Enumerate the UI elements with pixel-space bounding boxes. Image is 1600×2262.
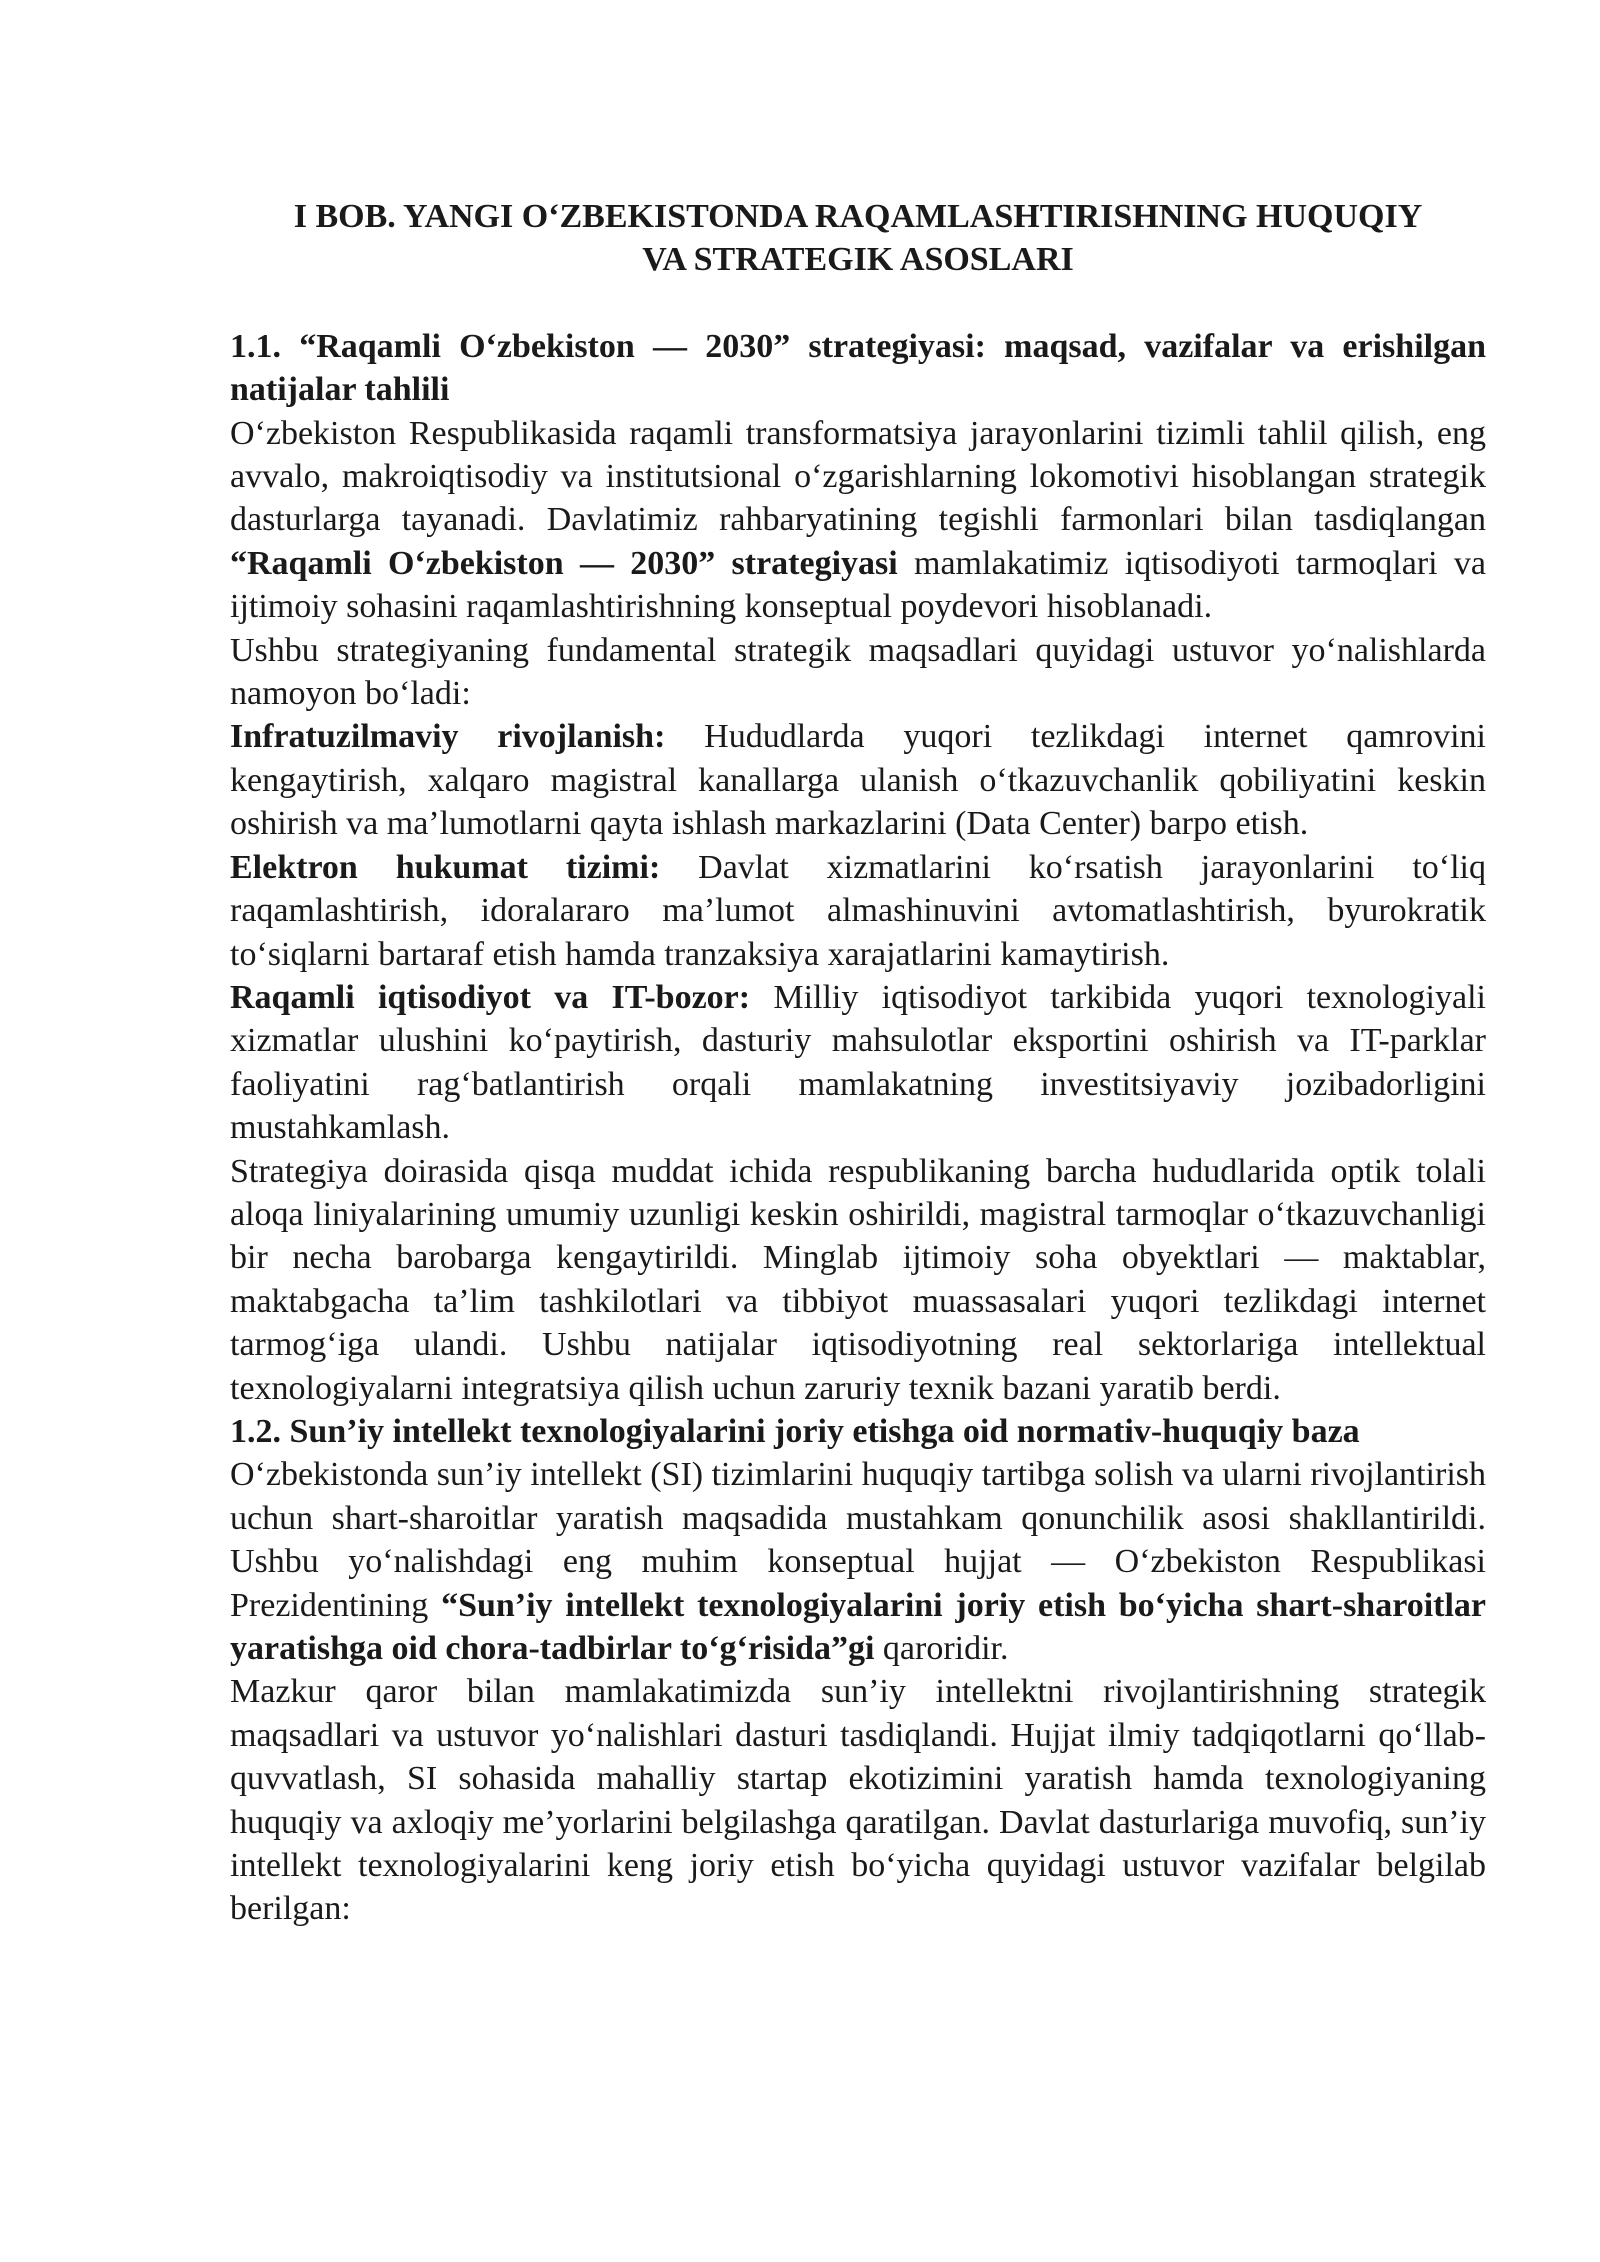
priority-item-text: Hududlarda yuqori tezlikdagi internet qamrovini kengaytirish, xalqaro magistral kanallarga ulanish o‘tkazuvchanlik qobiliyatini keskin oshirish va ma’lumotlarni qayta ishlash markazlarini (Data Center) barpo etish. — [230, 718, 1486, 843]
section-1-paragraph-2: Ushbu strategiyaning fundamental strategik maqsadlari quyidagi ustuvor yo‘nalishlarda namoyon bo‘ladi: — [230, 631, 1486, 713]
section-2-paragraph-1-text-b: qaroridir. — [874, 1630, 1009, 1667]
chapter-title-line-2: VA STRATEGIK ASOSLARI — [642, 241, 1074, 279]
priority-item-label: Infratuzilmaviy rivojlanish: — [230, 718, 666, 756]
section-2-paragraph-1 — [230, 1453, 1486, 1670]
priority-item-text: Davlat xizmatlarini ko‘rsatish jarayonlarini to‘liq raqamlashtirish, idoralararo ma’lumot almashinuvini avtomatlashtirish, byurokratik to‘siqlarni bartaraf etish hamda tranzaksiya xarajatlarini kamaytirish. — [230, 848, 1486, 973]
priority-item-digital-economy — [230, 976, 1486, 1150]
priority-item-infrastructure — [230, 715, 1486, 845]
section-1-heading: 1.1. “Raqamli O‘zbekiston — 2030” strategiyasi: maqsad, vazifalar va erishilgan natijalar tahlili — [230, 327, 1486, 409]
section-2-paragraph-1-text-a: O‘zbekistonda sun’iy intellekt (SI) tizimlarini huquqiy tartibga solish va ularni rivojlantirish uchun shart-sharoitlar yaratish maqsadida mustahkam qonunchilik asosi shakllantirildi. Ushbu yo‘nalishdagi eng muhim konseptual hujjat — O‘zbekiston Respublikasi Prezidentining — [230, 1456, 1486, 1624]
priority-item-text: Milliy iqtisodiyot tarkibida yuqori texnologiyali xizmatlar ulushini ko‘paytirish, dasturiy mahsulotlar eksportini oshirish va IT-parklar faoliyatini rag‘batlantirish orqali mamlakatning investitsiyaviy jozibadorligini mustahkamlash. — [230, 978, 1486, 1147]
document-page — [230, 195, 1486, 1931]
section-1-paragraph-3: Strategiya doirasida qisqa muddat ichida respublikaning barcha hududlarida optik tolali aloqa liniyalarining umumiy uzunligi keskin oshirildi, magistral tarmoqlar o‘tkazuvchanligi bir necha barobarga kengaytirildi. Minglab ijtimoiy soha obyektlari — maktablar, maktabgacha ta’lim tashkilotlari va tibbiyot muassasalari yuqori tezlikdagi internet tarmog‘iga ulandi. Ushbu natijalar iqtisodiyotning real sektorlariga intellektual texnologiyalarni integratsiya qilish uchun zaruriy texnik bazani yaratib berdi. — [230, 1152, 1486, 1407]
strategy-title-bold: “Raqamli O‘zbekiston — 2030” strategiyasi — [230, 544, 898, 582]
priority-item-label: Elektron hukumat tizimi: — [230, 848, 661, 886]
chapter-title — [230, 195, 1486, 282]
chapter-title-line-1: I BOB. YANGI O‘ZBEKISTONDA RAQAMLASHTIRISHNING HUQUQIY — [293, 198, 1423, 235]
section-1-paragraph-1-text-b: mamlakatimiz iqtisodiyoti tarmoqlari va ijtimoiy sohasini raqamlashtirishning konseptual poydevori hisoblanadi. — [230, 544, 1486, 626]
section-2-heading: 1.2. Sun’iy intellekt texnologiyalarini joriy etishga oid normativ-huquqiy baza — [230, 1412, 1360, 1450]
priority-item-label: Raqamli iqtisodiyot va IT-bozor: — [230, 978, 751, 1016]
section-2-paragraph-2: Mazkur qaror bilan mamlakatimizda sun’iy intellektni rivojlantirishning strategik maqsadlari va ustuvor yo‘nalishlari dasturi tasdiqlandi. Hujjat ilmiy tadqiqotlarni qo‘llab-quvvatlash, SI sohasida mahalliy startap ekotizimini yaratish hamda texnologiyaning huquqiy va axloqiy me’yorlarini belgilashga qaratilgan. Davlat dasturlariga muvofiq, sun’iy intellekt texnologiyalarini keng joriy etish bo‘yicha quyidagi ustuvor vazifalar belgilab berilgan: — [230, 1673, 1486, 1928]
decree-title-bold: “Sun’iy intellekt texnologiyalarini joriy etish bo‘yicha shart-sharoitlar yaratishga oid chora-tadbirlar to‘g‘risida”gi — [230, 1586, 1486, 1667]
section-1-paragraph-1 — [230, 412, 1486, 629]
priority-item-e-government — [230, 846, 1486, 976]
section-1-paragraph-1-text-a: O‘zbekiston Respublikasida raqamli transformatsiya jarayonlarini tizimli tahlil qilish, eng avvalo, makroiqtisodiy va institutsional o‘zgarishlarning lokomotivi hisoblangan strategik dasturlarga tayanadi. Davlatimiz rahbaryatining tegishli farmonlari bilan tasdiqlangan — [230, 414, 1486, 539]
